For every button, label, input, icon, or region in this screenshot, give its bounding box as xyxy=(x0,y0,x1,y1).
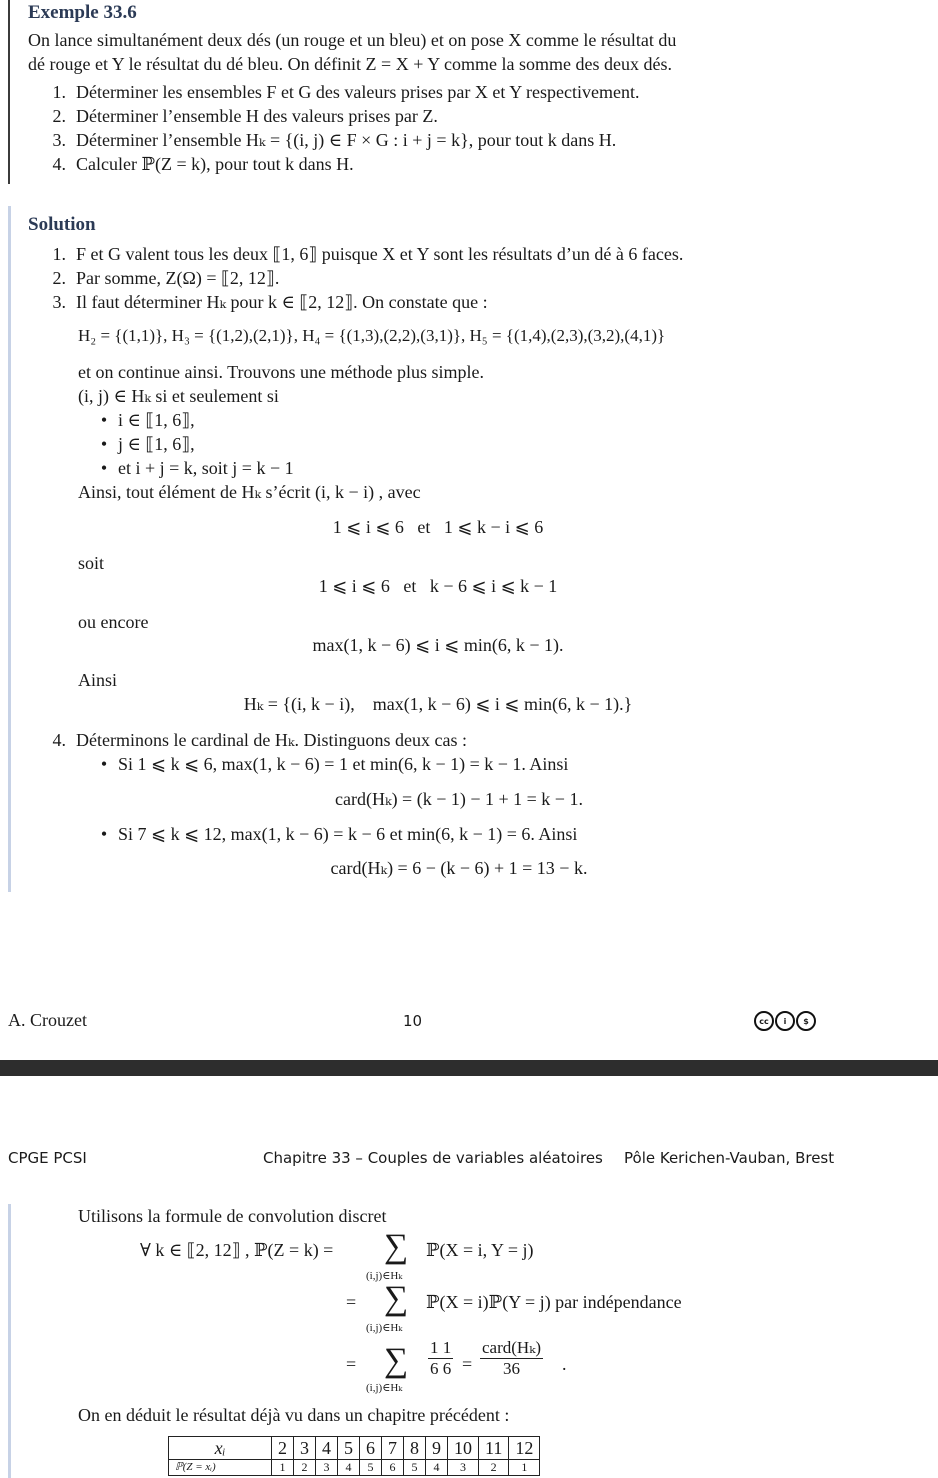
fraction-1-denominator: 6 6 xyxy=(430,1359,452,1378)
sum-symbol-3: ∑ xyxy=(384,1342,409,1379)
example-item-4: 4. Calculer ℙ(Z = k), pour tout k dans H. xyxy=(52,154,354,174)
solution-item-3-text: Il faut déterminer Hₖ pour k ∈ ⟦2, 12⟧. On constate que : xyxy=(76,292,488,312)
license-badge xyxy=(753,1011,816,1031)
table-cell: 6 xyxy=(360,1437,382,1460)
table-cell: 3 xyxy=(448,1460,479,1476)
example-intro-line1: On lance simultanément deux dés (un rouge et un bleu) et on pose X comme le résultat du xyxy=(28,30,677,50)
table-cell: 2 xyxy=(294,1460,316,1476)
bullet-1-text: i ∈ ⟦1, 6⟧, xyxy=(118,410,195,430)
table-cell: 2 xyxy=(479,1460,509,1476)
case-1: • Si 1 ⩽ k ⩽ 6, max(1, k − 6) = 1 et min(6, k − 1) = k − 1. Ainsi xyxy=(100,754,569,774)
equals-3b: = xyxy=(462,1354,473,1374)
soit-text: soit xyxy=(78,553,105,573)
solution-title: Solution xyxy=(28,214,96,235)
table-row2-head: ℙ(Z = xᵢ) xyxy=(169,1460,272,1476)
fraction-one-sixth-squared xyxy=(428,1338,453,1379)
sum-subscript-1: (i,j)∈Hₖ xyxy=(366,1270,403,1282)
header-center: Chapitre 33 – Couples de variables aléatoires xyxy=(263,1149,603,1167)
table-cell: 4 xyxy=(426,1460,448,1476)
card-2: card(Hₖ) = 6 − (k − 6) + 1 = 13 − k. xyxy=(330,858,588,878)
table-cell: 3 xyxy=(294,1437,316,1460)
fraction-1-numerator: 1 1 xyxy=(430,1338,452,1357)
table-row xyxy=(169,1437,540,1460)
example-item-1: 1. Déterminer les ensembles F et G des valeurs prises par X et Y respectivement. xyxy=(52,82,640,102)
solution-item-2-text: Par somme, Z(Ω) = ⟦2, 12⟧. xyxy=(76,268,280,288)
sum-symbol-2: ∑ xyxy=(384,1280,409,1317)
equation-3: max(1, k − 6) ⩽ i ⩽ min(6, k − 1). xyxy=(312,635,564,655)
table-row xyxy=(169,1460,540,1476)
table-cell: 1 xyxy=(272,1460,294,1476)
convolution-line2-rhs: ℙ(X = i)ℙ(Y = j) par indépendance xyxy=(426,1292,682,1312)
table-cell: 7 xyxy=(382,1437,404,1460)
solution-item-4: 4. Déterminons le cardinal de Hₖ. Distinguons deux cas : xyxy=(52,730,467,750)
sum-subscript-2: (i,j)∈Hₖ xyxy=(366,1322,403,1334)
table-cell: 5 xyxy=(360,1460,382,1476)
equation-2: 1 ⩽ i ⩽ 6 et k − 6 ⩽ i ⩽ k − 1 xyxy=(318,576,558,596)
example-left-rule xyxy=(8,0,10,184)
bullet-2: • j ∈ ⟦1, 6⟧, xyxy=(100,434,195,454)
table-cell: 5 xyxy=(338,1437,360,1460)
fraction-2-numerator: card(Hₖ) xyxy=(482,1338,542,1357)
equation-1: 1 ⩽ i ⩽ 6 et 1 ⩽ k − i ⩽ 6 xyxy=(332,517,544,537)
table-cell: 4 xyxy=(316,1437,338,1460)
card-1: card(Hₖ) = (k − 1) − 1 + 1 = k − 1. xyxy=(335,789,583,809)
nc-icon: $ xyxy=(796,1011,816,1031)
convolution-lhs: ∀ k ∈ ⟦2, 12⟧ , ℙ(Z = k) = xyxy=(140,1240,334,1260)
iff-text: (i, j) ∈ Hₖ si et seulement si xyxy=(78,386,279,406)
bullet-1: • i ∈ ⟦1, 6⟧, xyxy=(100,410,195,430)
table-cell: 12 xyxy=(509,1437,540,1460)
bullet-3: • et i + j = k, soit j = k − 1 xyxy=(100,458,294,478)
table-row1-head: xᵢ xyxy=(169,1437,272,1460)
table-cell: 8 xyxy=(404,1437,426,1460)
table-cell: 10 xyxy=(448,1437,479,1460)
fraction-2-denominator: 36 xyxy=(503,1359,521,1378)
header-left: CPGE PCSI xyxy=(8,1149,87,1167)
example-item-1-text: Déterminer les ensembles F et G des valeurs prises par X et Y respectivement. xyxy=(76,82,640,102)
example-intro-line2: dé rouge et Y le résultat du dé bleu. On définit Z = X + Y comme la somme des deux dés. xyxy=(28,54,672,74)
table-cell: 2 xyxy=(272,1437,294,1460)
bullet-2-text: j ∈ ⟦1, 6⟧, xyxy=(118,434,195,454)
continue-text: et on continue ainsi. Trouvons une méthode plus simple. xyxy=(78,362,484,382)
ainsi-elem-text: Ainsi, tout élément de Hₖ s’écrit (i, k − i) , avec xyxy=(78,482,421,502)
case-2: • Si 7 ⩽ k ⩽ 12, max(1, k − 6) = k − 6 et min(6, k − 1) = 6. Ainsi xyxy=(100,824,578,844)
table-cell: 4 xyxy=(338,1460,360,1476)
continuation-left-rule xyxy=(8,1204,11,1478)
ou-encore-text: ou encore xyxy=(78,612,149,632)
equals-2: = xyxy=(346,1292,357,1312)
solution-item-3: 3. Il faut déterminer Hₖ pour k ∈ ⟦2, 12⟧. On constate que : xyxy=(52,292,488,312)
solution-item-4-text: Déterminons le cardinal de Hₖ. Distinguons deux cas : xyxy=(76,730,467,750)
solution-item-1-text: F et G valent tous les deux ⟦1, 6⟧ puisque X et Y sont les résultats d’un dé à 6 faces. xyxy=(76,244,684,264)
example-item-3-text: Déterminer l’ensemble Hₖ = {(i, j) ∈ F × G : i + j = k}, pour tout k dans H. xyxy=(76,130,617,150)
solution-item-1: 1. F et G valent tous les deux ⟦1, 6⟧ puisque X et Y sont les résultats d’un dé à 6 faces. xyxy=(52,244,684,264)
cc-icon: cc xyxy=(754,1011,774,1031)
equals-3: = xyxy=(346,1354,357,1374)
final-period: . xyxy=(562,1354,567,1374)
header-right: Pôle Kerichen-Vauban, Brest xyxy=(624,1149,835,1167)
fraction-card-over-36 xyxy=(480,1338,543,1379)
table-cell: 6 xyxy=(382,1460,404,1476)
ainsi-text: Ainsi xyxy=(78,670,118,690)
example-title: Exemple 33.6 xyxy=(28,2,137,23)
example-item-3: 3. Déterminer l’ensemble Hₖ = {(i, j) ∈ F × G : i + j = k}, pour tout k dans H. xyxy=(52,130,617,150)
page-separator xyxy=(0,1060,938,1076)
equation-4: Hₖ = {(i, k − i), max(1, k − 6) ⩽ i ⩽ min(6, k − 1).} xyxy=(243,694,633,714)
table-cell: 5 xyxy=(404,1460,426,1476)
footer-page-number: 10 xyxy=(403,1012,423,1030)
table-cell: 1 xyxy=(509,1460,540,1476)
distribution-table xyxy=(168,1436,540,1476)
table-cell: 11 xyxy=(479,1437,509,1460)
footer-author: A. Crouzet xyxy=(8,1010,87,1030)
example-item-2: 2. Déterminer l’ensemble H des valeurs prises par Z. xyxy=(52,106,438,126)
table-cell: 3 xyxy=(316,1460,338,1476)
sum-subscript-3: (i,j)∈Hₖ xyxy=(366,1382,403,1394)
example-item-2-text: Déterminer l’ensemble H des valeurs prises par Z. xyxy=(76,106,438,126)
table-cell: 9 xyxy=(426,1437,448,1460)
example-item-4-text: Calculer ℙ(Z = k), pour tout k dans H. xyxy=(76,154,354,174)
continuation-intro: Utilisons la formule de convolution discret xyxy=(78,1206,387,1226)
case-2-text: Si 7 ⩽ k ⩽ 12, max(1, k − 6) = k − 6 et min(6, k − 1) = 6. Ainsi xyxy=(118,824,578,844)
bullet-3-text: et i + j = k, soit j = k − 1 xyxy=(118,458,294,478)
sum-symbol-1: ∑ xyxy=(384,1228,409,1265)
case-1-text: Si 1 ⩽ k ⩽ 6, max(1, k − 6) = 1 et min(6, k − 1) = k − 1. Ainsi xyxy=(118,754,569,774)
sets-line: H₂ = {(1,1)}, H₃ = {(1,2),(2,1)}, H₄ = {(1,3),(2,2),(3,1)}, H₅ = {(1,4),(2,3),(3,2),(4,1)} xyxy=(78,326,666,345)
deduce-text: On en déduit le résultat déjà vu dans un chapitre précédent : xyxy=(78,1405,510,1425)
convolution-line1-rhs: ℙ(X = i, Y = j) xyxy=(426,1240,534,1260)
by-icon: i xyxy=(775,1011,795,1031)
solution-item-2: 2. Par somme, Z(Ω) = ⟦2, 12⟧. xyxy=(52,268,280,288)
